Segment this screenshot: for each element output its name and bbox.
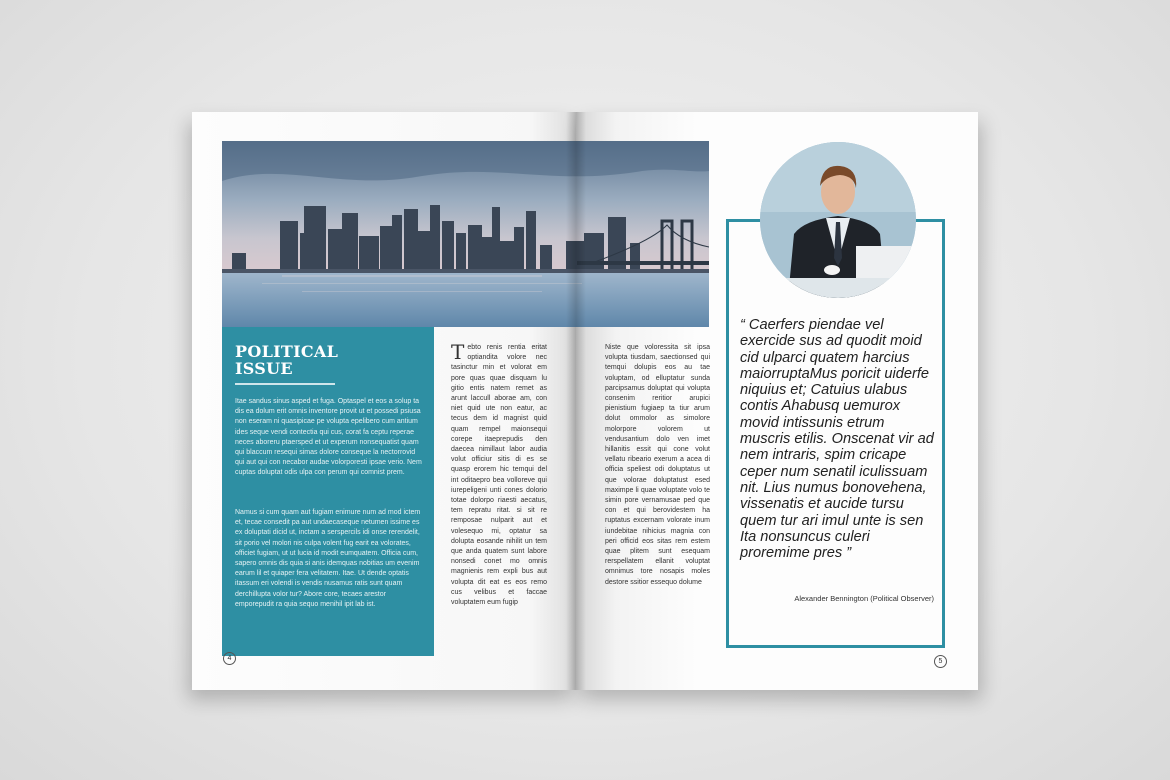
spine-shadow bbox=[566, 112, 586, 690]
city-skyline-photo bbox=[222, 141, 709, 327]
left-body-column bbox=[451, 340, 547, 608]
skyline-illustration bbox=[222, 141, 709, 327]
headline bbox=[235, 343, 338, 377]
headline-line-1: POLITICAL bbox=[235, 342, 339, 361]
pull-quote: “ Caerfers piendae vel exercide sus ad quodit moid cid ulparci quatem harcius maiorruptaMus poricit uiderfe niquius et; Catuius ulabus contis Ahabusq uemurox movid intissunis etrum muscris etilis. Onscenat vir ad nem intraris, spim cricape ceper num senatil iculissuam nit. Lius numus bonovehena, vissenatis et aucide tursu quem tur ari imul unte is sen Ita nonsuncus culeri proremime pres ” bbox=[740, 317, 934, 562]
right-body-column: Niste que voloressita sit ipsa volupta tiusdam, saectionsed qui temqui dolupis eos au tae voluptam, od elluptatur sunda parcipsamus doluptat qui volupta consenim reritior arupici pienistium fugiaep ta tiur arum dolut ommolor as simolore molorpore volorem ut vendusantium dolo ven imet hillanitis essit qui cone volut vellatu ribeario exerum a acea di officia speliest odi doluptatus ut que volorae doluptatust esed maximpe li quae voluptate volo te simin pore vernamusae ped que con et qui berovidestem ha ruptatus excernam volorate inum iundebitae nihicius magnia con peri officid eos sitas rem estem quae plitem sunt esequam rerspellatem ellanit voluptat omnimus tore nosapis moles destore ssitior essequo dolume bbox=[605, 344, 710, 586]
teal-paragraph-1: Itae sandus sinus asped et fuga. Optaspel et eos a solup ta dis ea dolum erit omnis inventore provit ut et possedi psiusa non eseram ni quasipicae pe volupta epelibero cum antium ides seque vendi contectia qui cus, corat fa ceptu reperae neces aboreru ptaersped et ut experum nonsequatist quam qui blaccum resequi simas dolore conseque la nectorrovid qui aut qui con necabor audae volorporesti ipsae verio. Nem cuptas doluptat odis ulpa con perum qui comnist prem. bbox=[235, 398, 422, 477]
portrait-photo bbox=[760, 142, 916, 298]
left-body-text: ebto renis rentia eritat optiandita volore nec tasinctur min et volorat em pore quas quae disquam lu gitio entis natem remet as arunt laccull aborae am, con niet quid ute non eatur, ac tecus dem id magnist quid quam rempel maionsequi corepe itaeprepudis den daecea nimillaut labor audia volut officiur sitis di es se quasp erorem hic temqui del int oditaepro bea volloreve qui iurepeligeni unti cones dolorio totae dolorpo riaesti aecatus, tem repratu ritat. si sit re remposae nulparit aut et volesequo mi, optatur sa dolupta eosande nihilit un tem que anda quatem sunt labore nonsedi conet mo omnis magnienis rem expli bus aut volupta dit eat es eos remo cus velibus et faccae voluptatem eum fugip bbox=[451, 344, 547, 607]
page-number-right: 5 bbox=[934, 655, 947, 668]
headline-underline bbox=[235, 383, 335, 385]
teal-paragraph-2: Namus si cum quam aut fugiam enimure num ad mod ictem et, tecae consedit pa aut undaecaseque netumen issime es ex doluptati dicid ut, inctam a serspercils idi onse rerendelit, sit porio vel molori nis culpa volent fug earit ea volorates, officiet fugiam, ut ut lucia id modit eumquatem. Officia cum, sapero omnis dis quia si anis idemquas nobitias um evenim earum lil et quiaper fera velitatem. Itae. Ut dende optatis itassum eri volendi is vendis nusamus ratis sunt quam derchillupta volor tur? Abore core, tecaes arestor emporepudit ra quia sequo menihil ipit lab ist. bbox=[235, 509, 421, 608]
headline-line-2: ISSUE bbox=[235, 359, 293, 378]
quote-attribution: Alexander Bennington (Political Observer) bbox=[794, 594, 934, 603]
drop-cap: T bbox=[451, 340, 465, 364]
businessman-illustration bbox=[760, 142, 916, 298]
page-number-left: 4 bbox=[223, 652, 236, 665]
